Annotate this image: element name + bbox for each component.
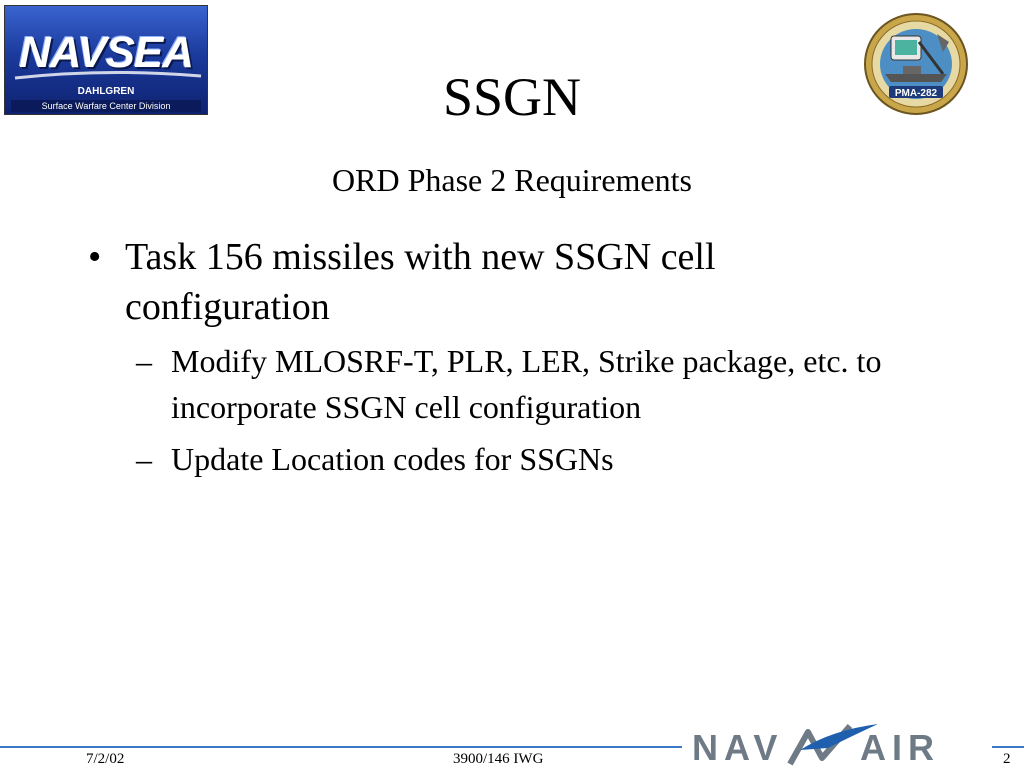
navsea-division-text: Surface Warfare Center Division [11, 100, 201, 112]
navair-logo-right: AIR [860, 727, 940, 768]
pma-seal-label: PMA-282 [894, 88, 938, 99]
navair-logo-left: NAV [692, 727, 784, 768]
navair-logo [682, 718, 992, 768]
bullet-level2 [88, 338, 928, 430]
footer-page-number: 2 [1003, 751, 1011, 767]
slide-subtitle: ORD Phase 2 Requirements [332, 162, 692, 198]
bullet-level2 [88, 436, 928, 482]
bullet-level2-text: Modify MLOSRF-T, PLR, LER, Strike package, etc. to incorporate SSGN cell configuration [171, 343, 882, 425]
slide-title: SSGN [442, 67, 582, 127]
navsea-dahlgren-text: DAHLGREN [77, 86, 135, 97]
bullet-level2-text: Update Location codes for SSGNs [171, 441, 614, 477]
bullet-level1 [88, 232, 928, 332]
bullet-level1-text: Task 156 missiles with new SSGN cell configuration [125, 236, 716, 328]
bullet-dash: – [136, 343, 152, 379]
bullet-list [88, 232, 928, 482]
bullet-dash: – [136, 441, 152, 477]
footer-date: 7/2/02 [86, 751, 125, 767]
navsea-wordmark: NAVSEA [18, 28, 194, 77]
footer-center-text: 3900/146 IWG [453, 751, 544, 767]
bullet-dot: • [88, 236, 102, 278]
